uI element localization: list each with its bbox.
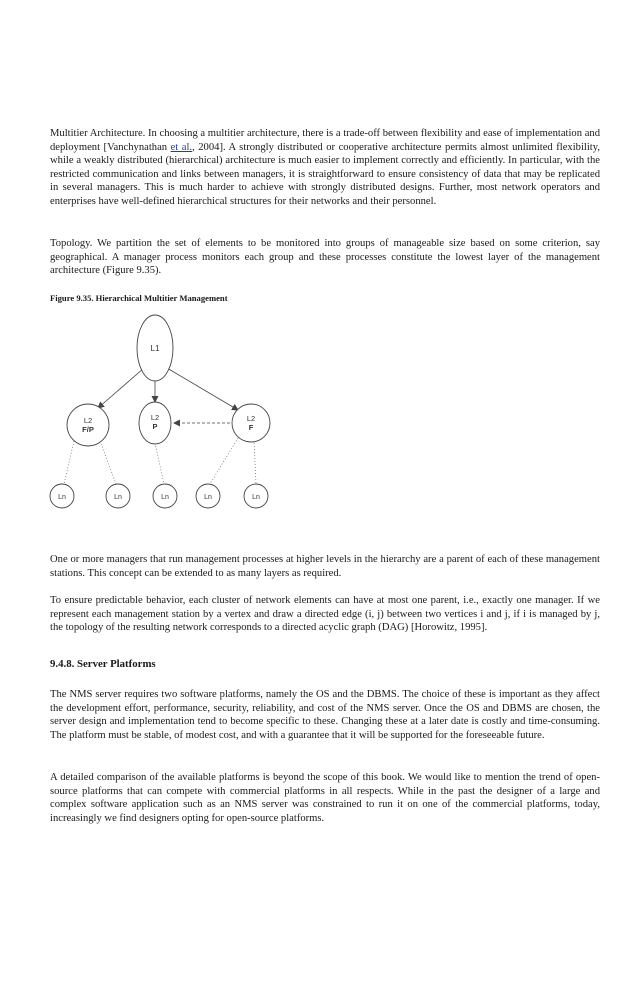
edge-l1-to-l2-f (167, 368, 238, 410)
figure-caption: Figure 9.35. Hierarchical Multitier Management (50, 293, 228, 303)
paragraph-multitier-architecture (50, 127, 600, 209)
paragraph-nms-server: The NMS server requires two software platforms, namely the OS and the DBMS. The choice of these is important as they affect the development effort, performance, security, reliability, and cost of the NMS server. Once the OS and DBMS are chosen, the server design and implementation tend to become specific to these. Changing these at a later date is costly and time-consuming. The platform must be stable, of modest cost, and with a guarantee that it will be supported for the foreseeable future. (50, 689, 600, 741)
section-heading-server-platforms: 9.4.8. Server Platforms (50, 658, 156, 670)
paragraph-text-continued: , 2004]. A strongly distributed or cooperative architecture permits almost unlimited flexibility, while a weakly distributed (hierarchical) architecture is much easier to implement correctly and efficiently. In particular, with the restricted communication and links between managers, it is straightforward to ensure consistency of data that may be replicated in several managers. This is much harder to achieve with strongly distributed designs. Further, most network operators and enterprises have well-defined hierarchical structures for their networks and their personnel. (50, 141, 600, 207)
edge-l2-f-to-ln-5 (254, 440, 256, 484)
node-ln-2-label: Ln (114, 494, 122, 501)
citation-link-et-al[interactable]: et al. (170, 141, 193, 153)
hierarchy-diagram (40, 308, 300, 518)
node-l2-f-label-top: L2 (246, 414, 256, 423)
paragraph-parent-managers: One or more managers that run management processes at higher levels in the hierarchy are a parent of each of these management stations. This concept can be extended to as many layers as required. (50, 554, 600, 579)
edge-l2-fp-to-ln-1 (64, 441, 74, 484)
paragraph-topology: Topology. We partition the set of elements to be monitored into groups of manageable size based on some criterion, say geographical. A manager process monitors each group and these processes constitute the lowest layer of the management architecture (Figure 9.35). (50, 238, 600, 277)
node-ln-1-label: Ln (58, 494, 66, 501)
node-ln-3-label: Ln (161, 494, 169, 501)
node-l2-f-label-bottom: F (248, 423, 254, 432)
node-ln-4-label: Ln (204, 494, 212, 501)
paragraph-open-source: A detailed comparison of the available platforms is beyond the scope of this book. We would like to mention the trend of open-source platforms that can compete with commercial platforms in all respects. While in the past the designer of a large and complex software application such as an NMS server was constrained to run it on one of the commercial platforms, today, increasingly we find designers opting for open-source platforms. (50, 772, 600, 824)
node-ln-5-label: Ln (252, 494, 260, 501)
node-l2-p-label-bottom: P (152, 422, 158, 431)
edge-l2-f-to-ln-4 (210, 438, 238, 484)
node-l1-label: L1 (150, 344, 160, 353)
node-l2-p-label-top: L2 (150, 413, 160, 422)
paragraph-text: Multitier Architecture. In choosing a multitier architecture, there is a trade-off between flexibility and ease of implementation and deployment [Vanchynathan (50, 128, 600, 153)
node-l2-fp-label-bottom: F/P (82, 425, 94, 434)
paragraph-predictable-behavior: To ensure predictable behavior, each cluster of network elements can have at most one parent, i.e., exactly one manager. If we represent each management station by a vertex and draw a directed edge (i, j) between two vertices i and j, if i is managed by j, the topology of the resulting network corresponds to a directed acyclic graph (DAG) [Horowitz, 1995]. (50, 595, 600, 634)
node-l2-fp-label-top: L2 (83, 416, 93, 425)
edge-l1-to-l2-fp (98, 368, 144, 408)
edge-l2-fp-to-ln-2 (100, 441, 116, 484)
edge-l2-p-to-ln-3 (155, 443, 164, 484)
